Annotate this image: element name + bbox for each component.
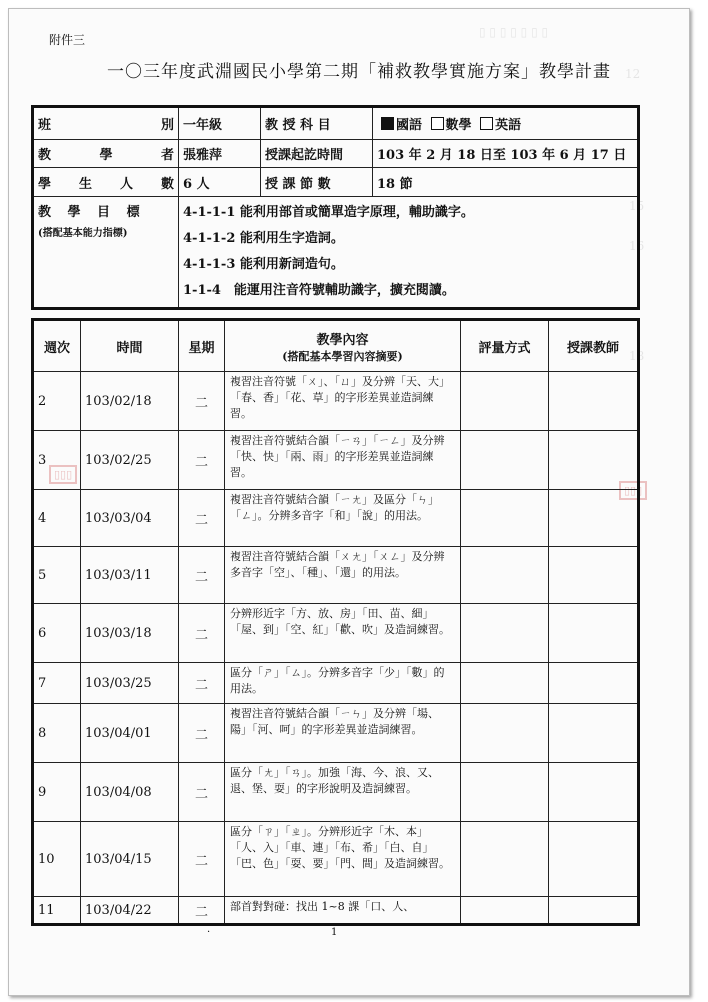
subject-option-label: 數學 xyxy=(445,118,472,133)
table-row xyxy=(33,490,639,547)
date-cell: 103/04/08 xyxy=(81,763,179,822)
period-value: 103 年 2 月 18 日至 103 年 6 月 17 日 xyxy=(373,140,639,168)
content-cell: 部首對對碰：找出 1~8 課「口、人、 xyxy=(225,897,461,925)
teacher-value: 張雅萍 xyxy=(179,140,261,168)
weekday-cell: 二 xyxy=(179,431,225,490)
table-row xyxy=(33,763,639,822)
goals-list xyxy=(179,197,639,309)
subject-option-label: 英語 xyxy=(495,118,522,133)
table-row xyxy=(33,431,639,490)
subject-label: 教 授 科 目 xyxy=(261,107,373,140)
table-row xyxy=(33,604,639,663)
date-cell: 103/04/15 xyxy=(81,822,179,897)
week-cell: 6 xyxy=(33,604,81,663)
bleed-through-text: ▯ ▯ ▯ ▯ ▯ ▯ ▯ xyxy=(479,25,549,39)
content-cell: 複習注音符號結合韻「ㄧㄤ」及區分「ㄣ」「ㄥ」。分辨多音字「和」「說」的用法。 xyxy=(225,490,461,547)
weekday-cell: 二 xyxy=(179,604,225,663)
class-label: 班 別 xyxy=(33,107,179,140)
header-assessment: 評量方式 xyxy=(461,320,549,372)
date-cell: 103/03/18 xyxy=(81,604,179,663)
weekday-cell: 二 xyxy=(179,490,225,547)
week-cell: 5 xyxy=(33,547,81,604)
content-cell: 區分「ㄤ」「ㄢ」。加強「海、今、浪、又、退、堡、耍」的字形說明及造詞練習。 xyxy=(225,763,461,822)
date-cell: 103/03/04 xyxy=(81,490,179,547)
teacher-cell xyxy=(549,547,639,604)
bleed-through-stamp: ▯▯▯ xyxy=(49,465,77,484)
assessment-cell xyxy=(461,372,549,431)
annex-label: 附件三 xyxy=(49,33,86,47)
table-row xyxy=(33,704,639,763)
checkbox-math xyxy=(431,117,444,130)
goals-label: 教 學 目 標 xyxy=(38,205,146,220)
content-cell: 複習注音符號結合韻「ㄨㄤ」「ㄨㄥ」及分辨多音字「空」、「種」、「還」的用法。 xyxy=(225,547,461,604)
date-cell: 103/04/22 xyxy=(81,897,179,925)
weekday-cell: 二 xyxy=(179,663,225,704)
assessment-cell xyxy=(461,763,549,822)
date-cell: 103/04/01 xyxy=(81,704,179,763)
goal-item: 4-1-1-2 能利用生字造詞。 xyxy=(183,231,344,246)
students-label: 學 生 人 數 xyxy=(33,168,179,197)
week-cell: 8 xyxy=(33,704,81,763)
header-content-subtitle: (搭配基本學習內容摘要) xyxy=(282,349,403,363)
table-row xyxy=(33,663,639,704)
students-value: 6 人 xyxy=(179,168,261,197)
teacher-cell xyxy=(549,372,639,431)
checkbox-english xyxy=(480,117,493,130)
week-cell: 7 xyxy=(33,663,81,704)
date-cell: 103/03/11 xyxy=(81,547,179,604)
goals-sublabel: (搭配基本能力指標) xyxy=(38,228,128,239)
teacher-label: 教 學 者 xyxy=(33,140,179,168)
week-cell: 10 xyxy=(33,822,81,897)
assessment-cell xyxy=(461,547,549,604)
bleed-through-stamp: ▯▯▯ xyxy=(619,481,647,500)
scan-mark: · xyxy=(207,927,211,938)
assessment-cell xyxy=(461,822,549,897)
table-row xyxy=(33,897,639,925)
table-row xyxy=(33,547,639,604)
table-row xyxy=(33,822,639,897)
date-cell: 103/02/25 xyxy=(81,431,179,490)
period-label: 授課起訖時間 xyxy=(261,140,373,168)
weekday-cell: 二 xyxy=(179,372,225,431)
bleed-through-text: 18 xyxy=(629,349,645,363)
assessment-cell xyxy=(461,663,549,704)
week-cell: 11 xyxy=(33,897,81,925)
bleed-through-text: 12 xyxy=(625,67,641,81)
table-row xyxy=(33,372,639,431)
teacher-cell xyxy=(549,704,639,763)
week-cell: 9 xyxy=(33,763,81,822)
teacher-cell xyxy=(549,763,639,822)
header-content-title: 教學內容 xyxy=(316,332,369,348)
date-cell: 103/02/18 xyxy=(81,372,179,431)
week-cell: 3 xyxy=(33,431,81,490)
week-cell: 2 xyxy=(33,372,81,431)
sessions-value: 18 節 xyxy=(373,168,639,197)
goal-item: 4-1-1-3 能利用新詞造句。 xyxy=(183,257,344,272)
weekday-cell: 二 xyxy=(179,897,225,925)
content-cell: 複習注音符號結合韻「ㄧㄣ」及分辨「場、陽」「河、呵」的字形差異並造詞練習。 xyxy=(225,704,461,763)
teacher-cell xyxy=(549,604,639,663)
header-teacher: 授課教師 xyxy=(549,320,639,372)
teacher-cell xyxy=(549,431,639,490)
class-value: 一年級 xyxy=(179,107,261,140)
goals-label-cell xyxy=(33,197,179,309)
assessment-cell xyxy=(461,604,549,663)
checkbox-chinese xyxy=(381,117,394,130)
header-weekday: 星期 xyxy=(179,320,225,372)
content-cell: 區分「ㄗ」「ㄓ」。分辨形近字「木、本」「人、入」「車、連」「布、希」「白、自」「巴、色」「耍、要」「門、間」及造詞練習。 xyxy=(225,822,461,897)
header-content xyxy=(225,320,461,372)
assessment-cell xyxy=(461,704,549,763)
teacher-cell xyxy=(549,490,639,547)
header-date: 時間 xyxy=(81,320,179,372)
schedule-table xyxy=(31,318,640,926)
goal-item: 4-1-1-1 能利用部首或簡單造字原理，輔助識字。 xyxy=(183,205,474,220)
goal-item: 1-1-4 能運用注音符號輔助識字，擴充閱讀。 xyxy=(183,283,455,298)
page-number: 1 xyxy=(331,927,338,938)
teacher-cell xyxy=(549,822,639,897)
assessment-cell xyxy=(461,431,549,490)
document-page xyxy=(8,8,690,996)
sessions-label: 授 課 節 數 xyxy=(261,168,373,197)
week-cell: 4 xyxy=(33,490,81,547)
weekday-cell: 二 xyxy=(179,704,225,763)
content-cell: 複習注音符號「ㄨ」、「ㄩ」及分辨「天、大」「春、香」「花、草」的字形差異並造詞練習。 xyxy=(225,372,461,431)
assessment-cell xyxy=(461,897,549,925)
teacher-cell xyxy=(549,897,639,925)
content-cell: 複習注音符號結合韻「ㄧㄢ」「ㄧㄥ」及分辨「快、快」「兩、雨」的字形差異並造詞練習。 xyxy=(225,431,461,490)
subject-option-label: 國語 xyxy=(396,118,423,133)
weekday-cell: 二 xyxy=(179,822,225,897)
content-cell: 區分「ㄕ」「ㄙ」。分辨多音字「少」「數」的用法。 xyxy=(225,663,461,704)
weekday-cell: 二 xyxy=(179,763,225,822)
assessment-cell xyxy=(461,490,549,547)
teacher-cell xyxy=(549,663,639,704)
content-cell: 分辨形近字「方、放、房」「田、苗、細」「屋、到」「空、紅」「歡、吹」及造詞練習。 xyxy=(225,604,461,663)
bleed-through-text: 16 xyxy=(629,239,645,253)
date-cell: 103/03/25 xyxy=(81,663,179,704)
bleed-through-text: 15 xyxy=(629,199,645,213)
header-week: 週次 xyxy=(33,320,81,372)
document-title: 一〇三年度武淵國民小學第二期「補救教學實施方案」教學計畫 xyxy=(107,62,611,82)
info-table xyxy=(31,105,640,310)
subject-options xyxy=(373,107,639,140)
weekday-cell: 二 xyxy=(179,547,225,604)
